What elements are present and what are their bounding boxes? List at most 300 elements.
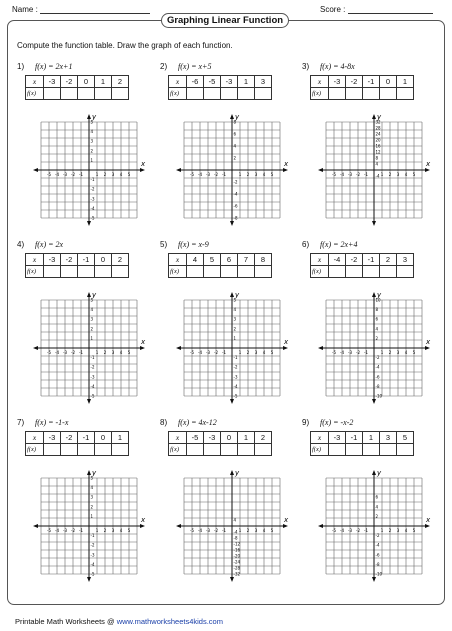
- x-tick-label: -4: [198, 172, 202, 177]
- x-value-cell: -1: [346, 432, 363, 444]
- y-tick-label: 5: [90, 475, 94, 481]
- y-tick-label: -10: [375, 393, 383, 399]
- x-tick-label: 3: [254, 172, 258, 177]
- problem-function: f(x) = 2x: [35, 240, 64, 249]
- x-tick-label: -1: [222, 350, 226, 355]
- y-axis-label: y: [92, 291, 97, 299]
- y-tick-label: -8: [375, 561, 380, 567]
- x-tick-label: 3: [396, 172, 400, 177]
- x-tick-label: -1: [222, 528, 226, 533]
- x-tick-label: -2: [71, 172, 75, 177]
- problem-function: f(x) = x+5: [178, 62, 212, 71]
- x-value-cell: -2: [61, 76, 78, 88]
- problem-number: 6): [302, 240, 310, 249]
- y-tick-label: -5: [90, 215, 95, 221]
- x-value-cell: 0: [95, 254, 112, 266]
- y-tick-label: 3: [90, 316, 94, 322]
- x-value-cell: -3: [221, 76, 238, 88]
- x-axis-label: x: [426, 338, 431, 346]
- coordinate-grid[interactable]: [314, 466, 434, 588]
- x-tick-label: -3: [348, 350, 352, 355]
- coordinate-grid[interactable]: [29, 288, 149, 410]
- x-value-cell: 0: [380, 76, 397, 88]
- x-tick-label: 3: [396, 350, 400, 355]
- y-axis-arrow-icon: [372, 114, 376, 119]
- x-header-cell: x: [311, 432, 329, 444]
- footer-url[interactable]: www.mathworksheets4kids.com: [116, 617, 223, 626]
- y-tick-label: 4: [233, 517, 237, 523]
- fx-answer-cell[interactable]: [78, 266, 95, 278]
- fx-answer-cell[interactable]: [95, 444, 112, 456]
- x-value-cell: 0: [95, 432, 112, 444]
- x-axis-label: x: [141, 338, 146, 346]
- y-tick-label: -10: [375, 571, 383, 577]
- y-tick-label: -2: [90, 186, 95, 192]
- fx-answer-cell[interactable]: [238, 266, 255, 278]
- coordinate-grid[interactable]: [314, 110, 434, 232]
- fx-header-cell: f(x): [169, 444, 187, 456]
- x-tick-label: 5: [270, 172, 274, 177]
- y-tick-label: 8: [375, 155, 379, 161]
- x-tick-label: 2: [103, 528, 107, 533]
- x-tick-label: 5: [412, 528, 416, 533]
- fx-answer-cell[interactable]: [187, 266, 204, 278]
- x-tick-label: 2: [246, 172, 250, 177]
- function-table: [25, 431, 129, 456]
- problem-number: 9): [302, 418, 310, 427]
- x-header-cell: x: [26, 254, 44, 266]
- fx-row: [169, 444, 272, 456]
- x-tick-label: 1: [238, 528, 242, 533]
- fx-answer-cell[interactable]: [61, 88, 78, 100]
- fx-header-cell: f(x): [311, 266, 329, 278]
- name-field: [12, 5, 150, 14]
- x-value-cell: -2: [346, 254, 363, 266]
- coordinate-grid[interactable]: [29, 466, 149, 588]
- x-value-cell: -1: [78, 254, 95, 266]
- problem-6: [302, 240, 442, 418]
- function-table: [25, 75, 129, 100]
- fx-answer-cell[interactable]: [204, 88, 221, 100]
- y-axis-label: y: [377, 291, 382, 299]
- fx-answer-cell[interactable]: [204, 444, 221, 456]
- y-axis-down-arrow-icon: [230, 399, 234, 404]
- y-tick-label: -8: [233, 215, 238, 221]
- x-tick-label: -4: [340, 172, 344, 177]
- y-tick-label: 5: [233, 297, 237, 303]
- x-value-cell: 0: [78, 76, 95, 88]
- y-axis-arrow-icon: [372, 292, 376, 297]
- y-tick-label: -2: [90, 542, 95, 548]
- x-axis-left-arrow-icon: [33, 524, 38, 528]
- y-tick-label: -4: [90, 383, 95, 389]
- coordinate-grid[interactable]: [29, 110, 149, 232]
- fx-answer-cell[interactable]: [329, 88, 346, 100]
- x-header-cell: x: [26, 76, 44, 88]
- y-tick-label: 8: [233, 119, 237, 125]
- problem-4: [17, 240, 157, 418]
- x-tick-label: -1: [222, 172, 226, 177]
- fx-header-cell: f(x): [26, 444, 44, 456]
- x-axis-arrow-icon: [140, 524, 145, 528]
- y-tick-label: 3: [233, 316, 237, 322]
- y-tick-label: -5: [233, 393, 238, 399]
- y-tick-label: 5: [90, 297, 94, 303]
- fx-answer-cell[interactable]: [380, 88, 397, 100]
- problem-number: 5): [160, 240, 168, 249]
- y-tick-label: -2: [375, 355, 380, 361]
- y-tick-label: -24: [233, 559, 241, 565]
- x-tick-label: -4: [340, 528, 344, 533]
- y-axis-down-arrow-icon: [87, 399, 91, 404]
- y-tick-label: 1: [233, 335, 237, 341]
- y-tick-label: -2: [233, 179, 238, 185]
- y-tick-label: 3: [90, 138, 94, 144]
- y-tick-label: 4: [375, 161, 379, 167]
- x-tick-label: 5: [127, 172, 131, 177]
- x-tick-label: 4: [119, 172, 123, 177]
- y-tick-label: -28: [233, 565, 241, 571]
- y-axis-label: y: [235, 291, 240, 299]
- x-value-cell: -1: [363, 254, 380, 266]
- x-value-cell: 5: [397, 432, 414, 444]
- problem-number: 3): [302, 62, 310, 71]
- x-axis-left-arrow-icon: [318, 524, 323, 528]
- x-value-cell: 8: [255, 254, 272, 266]
- x-value-cell: 3: [255, 76, 272, 88]
- fx-row: [311, 88, 414, 100]
- x-axis-arrow-icon: [283, 168, 288, 172]
- x-tick-label: -1: [79, 528, 83, 533]
- x-tick-label: 1: [95, 172, 99, 177]
- fx-answer-cell[interactable]: [221, 444, 238, 456]
- fx-answer-cell[interactable]: [329, 444, 346, 456]
- x-tick-label: 3: [254, 350, 258, 355]
- x-tick-label: 2: [246, 350, 250, 355]
- x-row: [26, 254, 129, 266]
- name-line[interactable]: [40, 5, 150, 14]
- fx-answer-cell[interactable]: [329, 266, 346, 278]
- x-tick-label: 1: [95, 350, 99, 355]
- x-value-cell: -3: [329, 432, 346, 444]
- x-axis-label: x: [284, 338, 289, 346]
- x-tick-label: 5: [270, 528, 274, 533]
- x-value-cell: -6: [187, 76, 204, 88]
- fx-row: [26, 88, 129, 100]
- x-axis-label: x: [426, 160, 431, 168]
- y-axis-down-arrow-icon: [230, 577, 234, 582]
- x-tick-label: 1: [238, 350, 242, 355]
- x-tick-label: -2: [214, 528, 218, 533]
- coordinate-grid[interactable]: [172, 466, 292, 588]
- fx-answer-cell[interactable]: [78, 88, 95, 100]
- problem-function: f(x) = 4x-12: [178, 418, 217, 427]
- y-tick-label: 1: [90, 335, 94, 341]
- y-axis-label: y: [92, 469, 97, 477]
- x-row: [311, 254, 414, 266]
- fx-answer-cell[interactable]: [346, 88, 363, 100]
- x-tick-label: -3: [206, 528, 210, 533]
- fx-answer-cell[interactable]: [95, 88, 112, 100]
- y-tick-label: -4: [375, 173, 380, 179]
- y-axis-down-arrow-icon: [230, 221, 234, 226]
- x-tick-label: -4: [55, 350, 59, 355]
- x-tick-label: -5: [47, 350, 51, 355]
- fx-answer-cell[interactable]: [61, 266, 78, 278]
- x-tick-label: 1: [238, 172, 242, 177]
- x-tick-label: 3: [111, 172, 115, 177]
- x-axis-left-arrow-icon: [318, 168, 323, 172]
- fx-answer-cell[interactable]: [44, 88, 61, 100]
- x-tick-label: 5: [127, 528, 131, 533]
- fx-answer-cell[interactable]: [255, 266, 272, 278]
- score-line[interactable]: [348, 5, 433, 14]
- x-value-cell: 3: [397, 254, 414, 266]
- fx-answer-cell[interactable]: [397, 266, 414, 278]
- x-value-cell: 2: [380, 254, 397, 266]
- x-value-cell: 1: [95, 76, 112, 88]
- x-header-cell: x: [311, 76, 329, 88]
- problem-9: [302, 418, 442, 596]
- x-tick-label: 4: [262, 350, 266, 355]
- x-tick-label: -3: [63, 172, 67, 177]
- fx-answer-cell[interactable]: [363, 266, 380, 278]
- problem-function: f(x) = x-9: [178, 240, 209, 249]
- y-tick-label: -6: [375, 374, 380, 380]
- x-tick-label: 4: [262, 172, 266, 177]
- y-axis-down-arrow-icon: [87, 577, 91, 582]
- x-value-cell: -5: [187, 432, 204, 444]
- x-axis-arrow-icon: [140, 346, 145, 350]
- y-axis-arrow-icon: [230, 470, 234, 475]
- y-tick-label: 2: [233, 326, 237, 332]
- x-tick-label: -1: [364, 172, 368, 177]
- problem-8: [160, 418, 300, 596]
- y-tick-label: -4: [90, 205, 95, 211]
- fx-answer-cell[interactable]: [255, 88, 272, 100]
- y-tick-label: -4: [90, 561, 95, 567]
- x-tick-label: -5: [332, 528, 336, 533]
- x-tick-label: -3: [206, 172, 210, 177]
- function-table: [168, 253, 272, 278]
- y-tick-label: -3: [90, 196, 95, 202]
- y-tick-label: 32: [375, 119, 381, 125]
- y-tick-label: -1: [90, 533, 95, 539]
- y-tick-label: -6: [375, 552, 380, 558]
- x-tick-label: -2: [214, 350, 218, 355]
- fx-answer-cell[interactable]: [204, 266, 221, 278]
- x-row: [169, 432, 272, 444]
- x-tick-label: -5: [47, 528, 51, 533]
- fx-answer-cell[interactable]: [95, 266, 112, 278]
- y-axis-down-arrow-icon: [372, 577, 376, 582]
- fx-answer-cell[interactable]: [187, 88, 204, 100]
- x-axis-label: x: [141, 160, 146, 168]
- x-tick-label: -2: [356, 350, 360, 355]
- x-header-cell: x: [26, 432, 44, 444]
- y-tick-label: -20: [233, 553, 241, 559]
- problem-number: 2): [160, 62, 168, 71]
- fx-answer-cell[interactable]: [112, 266, 129, 278]
- x-axis-left-arrow-icon: [176, 524, 181, 528]
- x-value-cell: 1: [363, 432, 380, 444]
- y-tick-label: 4: [233, 143, 237, 149]
- x-header-cell: x: [311, 254, 329, 266]
- fx-header-cell: f(x): [26, 88, 44, 100]
- fx-answer-cell[interactable]: [44, 266, 61, 278]
- x-tick-label: -3: [63, 350, 67, 355]
- y-tick-label: -4: [233, 191, 238, 197]
- y-axis-label: y: [92, 113, 97, 121]
- y-tick-label: -3: [233, 374, 238, 380]
- fx-answer-cell[interactable]: [346, 444, 363, 456]
- fx-answer-cell[interactable]: [346, 266, 363, 278]
- x-value-cell: -2: [61, 432, 78, 444]
- x-axis-arrow-icon: [425, 524, 430, 528]
- x-header-cell: x: [169, 254, 187, 266]
- function-table: [310, 253, 414, 278]
- y-tick-label: -1: [90, 355, 95, 361]
- x-value-cell: 1: [112, 432, 129, 444]
- x-value-cell: -1: [363, 76, 380, 88]
- y-tick-label: 5: [90, 119, 94, 125]
- fx-answer-cell[interactable]: [363, 88, 380, 100]
- fx-answer-cell[interactable]: [238, 88, 255, 100]
- x-axis-left-arrow-icon: [176, 346, 181, 350]
- x-value-cell: 5: [204, 254, 221, 266]
- score-label: Score :: [320, 5, 346, 14]
- fx-row: [26, 444, 129, 456]
- x-axis-label: x: [284, 516, 289, 524]
- x-tick-label: -2: [71, 350, 75, 355]
- x-axis-label: x: [426, 516, 431, 524]
- x-tick-label: 4: [404, 528, 408, 533]
- x-tick-label: -3: [348, 528, 352, 533]
- x-tick-label: -3: [206, 350, 210, 355]
- x-axis-left-arrow-icon: [318, 346, 323, 350]
- fx-answer-cell[interactable]: [380, 444, 397, 456]
- coordinate-grid[interactable]: [172, 110, 292, 232]
- y-tick-label: 2: [233, 155, 237, 161]
- y-tick-label: -6: [233, 203, 238, 209]
- fx-header-cell: f(x): [311, 444, 329, 456]
- fx-answer-cell[interactable]: [112, 88, 129, 100]
- fx-answer-cell[interactable]: [255, 444, 272, 456]
- x-tick-label: -3: [348, 172, 352, 177]
- y-tick-label: -3: [90, 552, 95, 558]
- x-axis-left-arrow-icon: [176, 168, 181, 172]
- y-tick-label: -4: [375, 364, 380, 370]
- fx-answer-cell[interactable]: [44, 444, 61, 456]
- y-tick-label: 2: [90, 326, 94, 332]
- x-value-cell: -3: [204, 432, 221, 444]
- fx-answer-cell[interactable]: [61, 444, 78, 456]
- x-header-cell: x: [169, 76, 187, 88]
- x-tick-label: 4: [119, 528, 123, 533]
- x-tick-label: 5: [412, 172, 416, 177]
- y-tick-label: 2: [375, 335, 379, 341]
- fx-answer-cell[interactable]: [397, 444, 414, 456]
- x-tick-label: 4: [404, 172, 408, 177]
- x-row: [311, 76, 414, 88]
- fx-answer-cell[interactable]: [238, 444, 255, 456]
- fx-row: [26, 266, 129, 278]
- x-row: [26, 76, 129, 88]
- function-table: [168, 75, 272, 100]
- x-value-cell: 7: [238, 254, 255, 266]
- x-tick-label: -4: [55, 528, 59, 533]
- problem-number: 7): [17, 418, 25, 427]
- x-tick-label: 4: [404, 350, 408, 355]
- x-tick-label: -5: [47, 172, 51, 177]
- x-axis-arrow-icon: [140, 168, 145, 172]
- x-tick-label: 5: [270, 350, 274, 355]
- fx-answer-cell[interactable]: [187, 444, 204, 456]
- x-axis-left-arrow-icon: [33, 168, 38, 172]
- x-value-cell: 3: [380, 432, 397, 444]
- problem-function: f(x) = 4-8x: [320, 62, 355, 71]
- y-tick-label: 2: [90, 148, 94, 154]
- x-tick-label: -4: [198, 350, 202, 355]
- problem-number: 8): [160, 418, 168, 427]
- y-axis-arrow-icon: [87, 114, 91, 119]
- x-value-cell: -3: [44, 254, 61, 266]
- y-tick-label: -12: [233, 541, 241, 547]
- y-axis-label: y: [235, 469, 240, 477]
- fx-answer-cell[interactable]: [221, 266, 238, 278]
- y-tick-label: 4: [375, 504, 379, 510]
- fx-answer-cell[interactable]: [112, 444, 129, 456]
- x-tick-label: -5: [190, 528, 194, 533]
- function-table: [310, 431, 414, 456]
- problem-3: [302, 62, 442, 240]
- problem-function: f(x) = 2x+1: [35, 62, 73, 71]
- coordinate-grid[interactable]: [172, 288, 292, 410]
- y-tick-label: 8: [375, 307, 379, 313]
- fx-answer-cell[interactable]: [221, 88, 238, 100]
- fx-answer-cell[interactable]: [397, 88, 414, 100]
- problem-number: 4): [17, 240, 25, 249]
- x-value-cell: -3: [44, 76, 61, 88]
- problem-function: f(x) = -x-2: [320, 418, 354, 427]
- fx-answer-cell[interactable]: [78, 444, 95, 456]
- y-tick-label: -2: [233, 364, 238, 370]
- x-axis-arrow-icon: [283, 346, 288, 350]
- fx-row: [311, 266, 414, 278]
- y-tick-label: 24: [375, 131, 381, 137]
- y-tick-label: 16: [375, 143, 381, 149]
- x-tick-label: -2: [214, 172, 218, 177]
- fx-answer-cell[interactable]: [363, 444, 380, 456]
- coordinate-grid[interactable]: [314, 288, 434, 410]
- fx-answer-cell[interactable]: [380, 266, 397, 278]
- fx-row: [169, 266, 272, 278]
- x-tick-label: -4: [55, 172, 59, 177]
- function-table: [310, 75, 414, 100]
- y-tick-label: 6: [375, 316, 379, 322]
- y-tick-label: 10: [375, 297, 381, 303]
- x-tick-label: 3: [254, 528, 258, 533]
- x-axis-arrow-icon: [283, 524, 288, 528]
- x-axis-left-arrow-icon: [33, 346, 38, 350]
- y-axis-down-arrow-icon: [87, 221, 91, 226]
- x-tick-label: 3: [111, 350, 115, 355]
- y-tick-label: 1: [90, 513, 94, 519]
- x-tick-label: 2: [388, 172, 392, 177]
- y-axis-label: y: [235, 113, 240, 121]
- x-tick-label: -4: [198, 528, 202, 533]
- problem-5: [160, 240, 300, 418]
